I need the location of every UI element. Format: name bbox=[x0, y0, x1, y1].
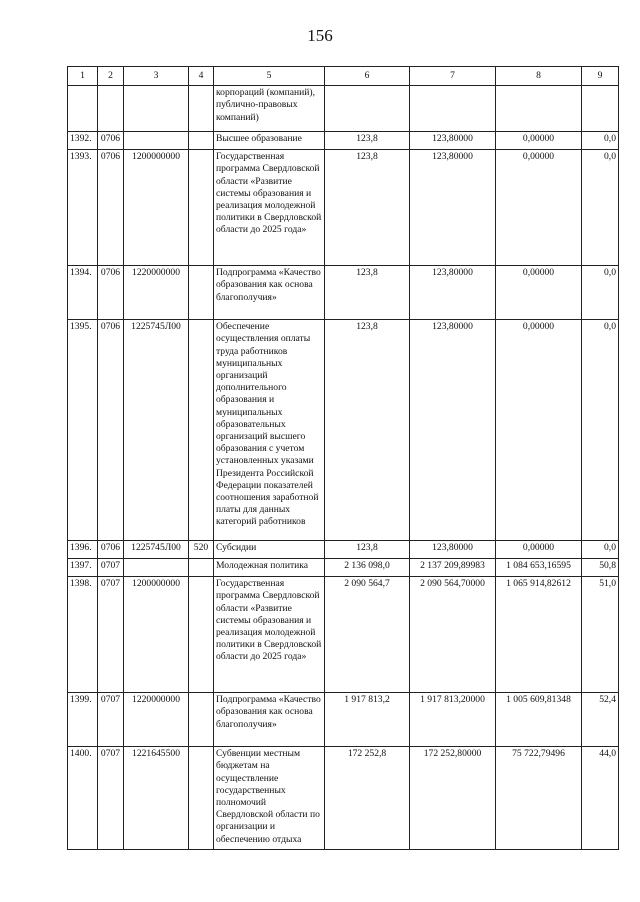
value-col-6: 1 917 813,2 bbox=[325, 693, 410, 747]
expense-type bbox=[189, 320, 214, 541]
row-number: 1398. bbox=[68, 577, 98, 693]
value-col-7: 2 137 209,89983 bbox=[410, 559, 496, 577]
table-row bbox=[68, 320, 619, 541]
table-row bbox=[68, 577, 619, 693]
section-code: 0706 bbox=[98, 541, 124, 559]
target-code: 1220000000 bbox=[124, 693, 189, 747]
row-number bbox=[68, 86, 98, 132]
target-code: 1200000000 bbox=[124, 150, 189, 266]
expense-type bbox=[189, 559, 214, 577]
value-col-6: 2 090 564,7 bbox=[325, 577, 410, 693]
item-name: Субсидии bbox=[214, 541, 325, 559]
target-code: 1200000000 bbox=[124, 577, 189, 693]
header-cell-6: 6 bbox=[325, 67, 410, 86]
value-col-8: 75 722,79496 bbox=[496, 747, 582, 850]
expense-type bbox=[189, 693, 214, 747]
value-col-6: 123,8 bbox=[325, 132, 410, 150]
table-row bbox=[68, 150, 619, 266]
value-col-6: 123,8 bbox=[325, 266, 410, 320]
row-number: 1393. bbox=[68, 150, 98, 266]
target-code: 1225745Л00 bbox=[124, 320, 189, 541]
value-col-8: 0,00000 bbox=[496, 132, 582, 150]
row-number: 1400. bbox=[68, 747, 98, 850]
header-cell-1: 1 bbox=[68, 67, 98, 86]
header-cell-4: 4 bbox=[189, 67, 214, 86]
section-code: 0706 bbox=[98, 150, 124, 266]
value-col-6: 123,8 bbox=[325, 541, 410, 559]
page-number: 156 bbox=[307, 26, 333, 45]
section-code: 0706 bbox=[98, 320, 124, 541]
header-cell-5: 5 bbox=[214, 67, 325, 86]
percent-col-9: 0,0 bbox=[582, 541, 619, 559]
value-col-6: 2 136 098,0 bbox=[325, 559, 410, 577]
value-col-7: 123,80000 bbox=[410, 320, 496, 541]
section-code: 0707 bbox=[98, 577, 124, 693]
percent-col-9: 52,4 bbox=[582, 693, 619, 747]
expense-type bbox=[189, 86, 214, 132]
item-name: Государственная программа Свердловской области «Развитие системы образования и реализация молодежной политики в Свердловской области до 2025 года» bbox=[214, 577, 325, 693]
item-name: Подпрограмма «Качество образования как основа благополучия» bbox=[214, 693, 325, 747]
item-name: Высшее образование bbox=[214, 132, 325, 150]
row-number: 1395. bbox=[68, 320, 98, 541]
expense-type bbox=[189, 577, 214, 693]
percent-col-9: 0,0 bbox=[582, 266, 619, 320]
table-row bbox=[68, 86, 619, 132]
header-cell-2: 2 bbox=[98, 67, 124, 86]
row-number: 1399. bbox=[68, 693, 98, 747]
table-row bbox=[68, 559, 619, 577]
expense-type: 520 bbox=[189, 541, 214, 559]
budget-table bbox=[67, 66, 619, 850]
section-code bbox=[98, 86, 124, 132]
item-name: Подпрограмма «Качество образования как основа благополучия» bbox=[214, 266, 325, 320]
section-code: 0707 bbox=[98, 559, 124, 577]
value-col-6 bbox=[325, 86, 410, 132]
table-row bbox=[68, 747, 619, 850]
expense-type bbox=[189, 150, 214, 266]
value-col-6: 172 252,8 bbox=[325, 747, 410, 850]
row-number: 1396. bbox=[68, 541, 98, 559]
table-row bbox=[68, 132, 619, 150]
section-code: 0706 bbox=[98, 132, 124, 150]
value-col-8: 0,00000 bbox=[496, 266, 582, 320]
row-number: 1394. bbox=[68, 266, 98, 320]
header-row bbox=[68, 67, 619, 86]
target-code bbox=[124, 559, 189, 577]
value-col-8: 1 065 914,82612 bbox=[496, 577, 582, 693]
section-code: 0707 bbox=[98, 693, 124, 747]
value-col-8 bbox=[496, 86, 582, 132]
expense-type bbox=[189, 747, 214, 850]
target-code: 1221645500 bbox=[124, 747, 189, 850]
value-col-7: 2 090 564,70000 bbox=[410, 577, 496, 693]
section-code: 0707 bbox=[98, 747, 124, 850]
row-number: 1392. bbox=[68, 132, 98, 150]
percent-col-9: 44,0 bbox=[582, 747, 619, 850]
target-code: 1225745Л00 bbox=[124, 541, 189, 559]
value-col-6: 123,8 bbox=[325, 150, 410, 266]
table-row bbox=[68, 693, 619, 747]
percent-col-9: 50,8 bbox=[582, 559, 619, 577]
table-body bbox=[68, 86, 619, 850]
value-col-8: 1 084 653,16595 bbox=[496, 559, 582, 577]
row-number: 1397. bbox=[68, 559, 98, 577]
table-row bbox=[68, 266, 619, 320]
value-col-7: 123,80000 bbox=[410, 150, 496, 266]
table-row bbox=[68, 541, 619, 559]
header-cell-7: 7 bbox=[410, 67, 496, 86]
item-name: Субвенции местным бюджетам на осуществление государственных полномочий Свердловской области по организации и обеспечению отдыха bbox=[214, 747, 325, 850]
section-code: 0706 bbox=[98, 266, 124, 320]
percent-col-9 bbox=[582, 86, 619, 132]
value-col-6: 123,8 bbox=[325, 320, 410, 541]
percent-col-9: 0,0 bbox=[582, 320, 619, 541]
table-header bbox=[68, 67, 619, 86]
value-col-8: 0,00000 bbox=[496, 320, 582, 541]
value-col-7: 1 917 813,20000 bbox=[410, 693, 496, 747]
value-col-8: 0,00000 bbox=[496, 150, 582, 266]
value-col-7 bbox=[410, 86, 496, 132]
item-name: Государственная программа Свердловской области «Развитие системы образования и реализация молодежной политики в Свердловской области до 2025 года» bbox=[214, 150, 325, 266]
target-code: 1220000000 bbox=[124, 266, 189, 320]
header-cell-9: 9 bbox=[582, 67, 619, 86]
value-col-8: 0,00000 bbox=[496, 541, 582, 559]
target-code bbox=[124, 86, 189, 132]
percent-col-9: 0,0 bbox=[582, 132, 619, 150]
value-col-7: 172 252,80000 bbox=[410, 747, 496, 850]
value-col-7: 123,80000 bbox=[410, 132, 496, 150]
expense-type bbox=[189, 266, 214, 320]
percent-col-9: 51,0 bbox=[582, 577, 619, 693]
item-name: корпораций (компаний), публично-правовых компаний) bbox=[214, 86, 325, 132]
expense-type bbox=[189, 132, 214, 150]
value-col-8: 1 005 609,81348 bbox=[496, 693, 582, 747]
percent-col-9: 0,0 bbox=[582, 150, 619, 266]
value-col-7: 123,80000 bbox=[410, 541, 496, 559]
target-code bbox=[124, 132, 189, 150]
header-cell-3: 3 bbox=[124, 67, 189, 86]
header-cell-8: 8 bbox=[496, 67, 582, 86]
item-name: Обеспечение осуществления оплаты труда работников муниципальных организаций дополнительного образования и муниципальных образовательных организаций высшего образования с учетом установленных указами Президента Российской Федерации показателей соотношения заработной платы для данных категорий работников bbox=[214, 320, 325, 541]
value-col-7: 123,80000 bbox=[410, 266, 496, 320]
item-name: Молодежная политика bbox=[214, 559, 325, 577]
